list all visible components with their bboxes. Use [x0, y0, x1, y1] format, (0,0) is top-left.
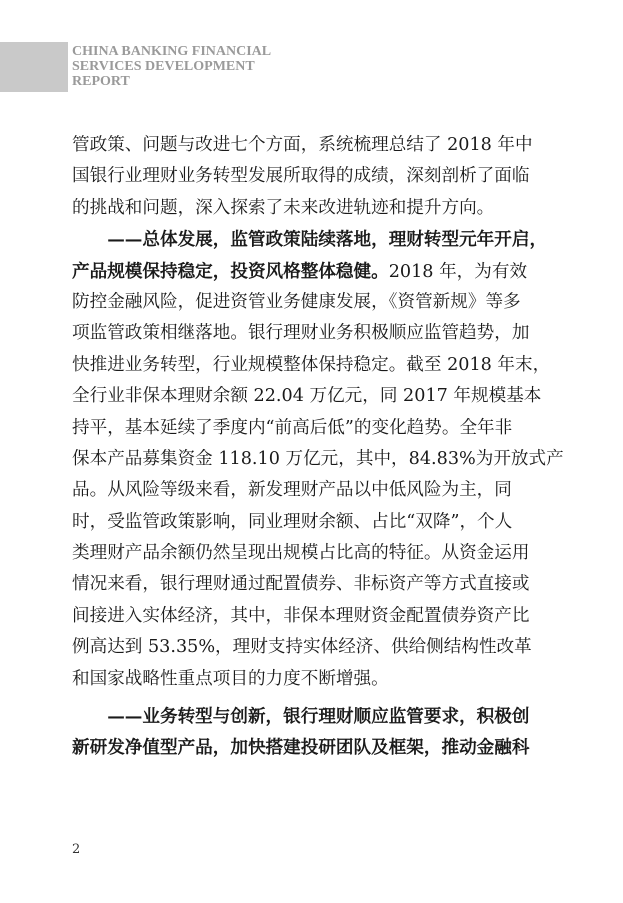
text-line: 项监管政策相继落地。银行理财业务积极顺应监管趋势，加 — [72, 323, 530, 344]
text-line: 情况来看，银行理财通过配置债券、非标资产等方式直接或 — [72, 574, 530, 595]
text-line: 间接进入实体经济，其中，非保本理财资金配置债券资产比 — [72, 605, 530, 626]
text-line: 的挑战和问题，深入探索了未来改进轨迹和提升方向。 — [72, 197, 495, 218]
report-running-header — [72, 44, 271, 89]
body-text — [72, 130, 564, 764]
text-line: 全行业非保本理财余额 22.04 万亿元，同 2017 年规模基本 — [72, 386, 542, 407]
text-line: 持平，基本延续了季度内“前高后低”的变化趋势。全年非 — [72, 417, 513, 438]
text-line: 产品规模保持稳定，投资风格整体稳健。2018 年，为有效 — [72, 260, 528, 282]
paragraph-intro — [72, 130, 552, 224]
text-line: 国银行业理财业务转型发展所取得的成绩，深刻剖析了面临 — [72, 166, 530, 187]
page-number: 2 — [72, 842, 81, 857]
text-line: ——总体发展，监管政策陆续落地，理财转型元年开启， — [72, 229, 548, 251]
header-line-2: SERVICES DEVELOPMENT — [72, 59, 255, 74]
text-line: 保本产品募集资金 118.10 万亿元，其中，84.83%为开放式产 — [72, 448, 564, 469]
header-line-1: CHINA BANKING FINANCIAL — [72, 44, 272, 59]
text-line: 品。从风险等级来看，新发理财产品以中低风险为主，同 — [72, 480, 512, 501]
text-line: 例高达到 53.35%，理财支持实体经济、供给侧结构性改革 — [72, 637, 532, 658]
paragraph-overall-development — [72, 224, 564, 695]
text-line: 新研发净值型产品，加快搭建投研团队及框架，推动金融科 — [72, 737, 530, 759]
text-line: 类理财产品余额仍然呈现出规模占比高的特征。从资金运用 — [72, 543, 530, 564]
text-line: 时，受监管政策影响，同业理财余额、占比“双降”，个人 — [72, 511, 513, 532]
header-gray-block — [0, 42, 68, 92]
text-line: 快推进业务转型，行业规模整体保持稳定。截至 2018 年末， — [72, 354, 551, 375]
text-line: 防控金融风险，促进资管业务健康发展，《资管新规》等多 — [72, 291, 521, 312]
text-line: ——业务转型与创新，银行理财顺应监管要求，积极创 — [72, 706, 530, 728]
header-line-3: REPORT — [72, 74, 130, 89]
text-line: 和国家战略性重点项目的力度不断增强。 — [72, 668, 389, 689]
text-line: 管政策、问题与改进七个方面，系统梳理总结了 2018 年中 — [72, 135, 533, 155]
paragraph-business-transformation — [72, 701, 552, 764]
